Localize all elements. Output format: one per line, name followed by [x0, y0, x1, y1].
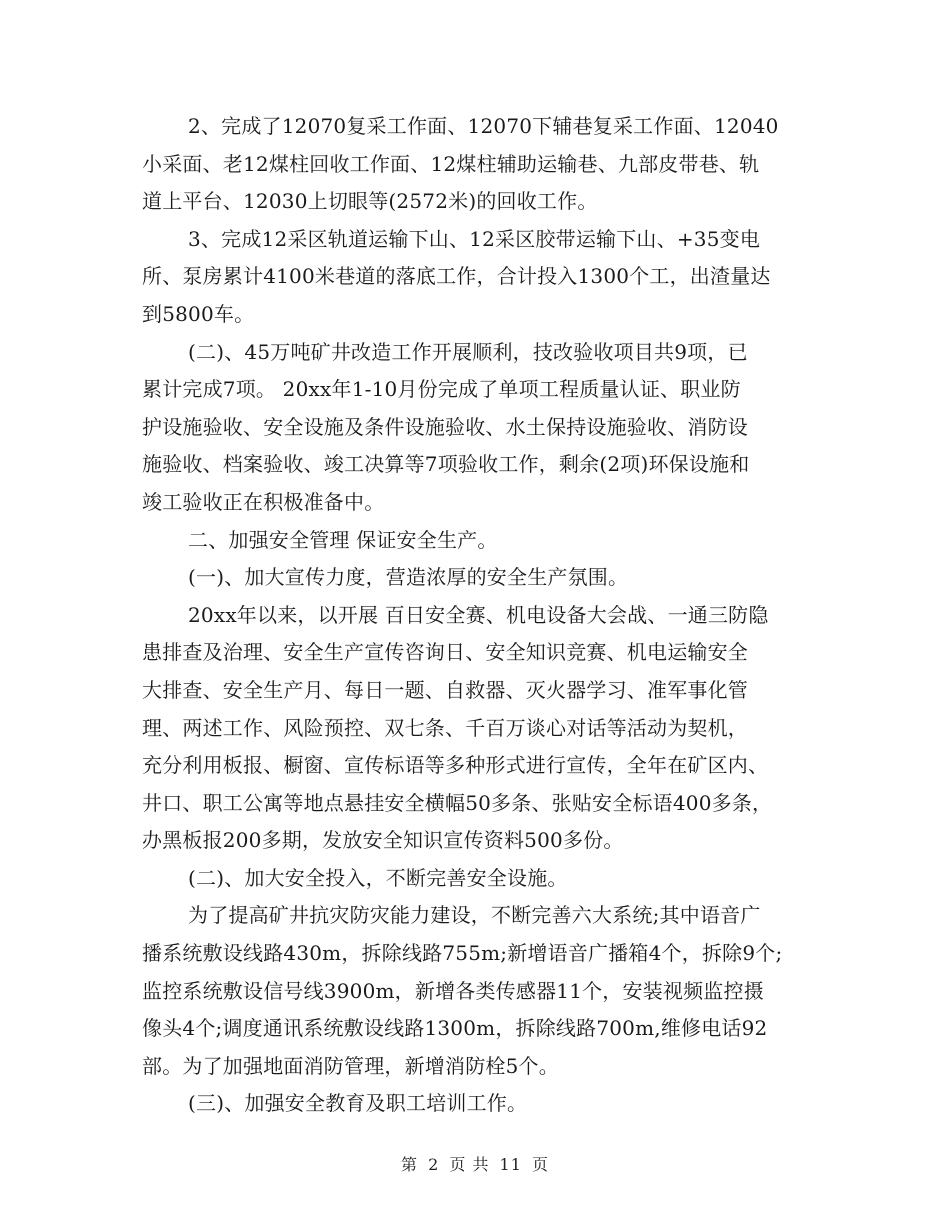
paragraph-line: 到5800车。: [142, 301, 255, 326]
paragraph-line: 充分利用板报、橱窗、宣传标语等多种形式进行宣传，全年在矿区内、: [142, 753, 769, 778]
paragraph-line: 20xx年以来，以开展 百日安全赛、机电设备大会战、一通三防隐: [188, 602, 769, 627]
footer-middle: 页 共: [449, 1155, 490, 1174]
paragraph-line: 3、完成12采区轨道运输下山、12采区胶带运输下山、+35变电: [188, 226, 761, 251]
paragraph-line: 累计完成7项。 20xx年1-10月份完成了单项工程质量认证、职业防: [142, 377, 741, 402]
document-body: [142, 108, 810, 1123]
footer-suffix: 页: [532, 1155, 550, 1174]
paragraph-line: 为了提高矿井抗灾防灾能力建设，不断完善六大系统;其中语音广: [188, 903, 761, 928]
subsection-heading: (二)、加大安全投入，不断完善安全设施。: [188, 865, 568, 890]
paragraph-line: 监控系统敷设信号线3900m，新增各类传感器11个，安装视频监控摄: [142, 978, 764, 1003]
page-footer: [0, 1152, 950, 1175]
paragraph-line: 施验收、档案验收、竣工决算等7项验收工作，剩余(2项)环保设施和: [142, 452, 750, 477]
paragraph-line: 办黑板报200多期，发放安全知识宣传资料500多份。: [142, 828, 624, 853]
current-page-number: 2: [428, 1155, 440, 1174]
paragraph-line: 道上平台、12030上切眼等(2572米)的回收工作。: [142, 189, 598, 214]
paragraph-line: 部。为了加强地面消防管理，新增消防栓5个。: [142, 1053, 559, 1078]
paragraph-line: 小采面、老12煤柱回收工作面、12煤柱辅助运输巷、九部皮带巷、轨: [142, 151, 760, 176]
paragraph-line: 护设施验收、安全设施及条件设施验收、水土保持设施验收、消防设: [142, 414, 748, 439]
total-page-count: 11: [499, 1155, 522, 1174]
paragraph-line: 2、完成了12070复采工作面、12070下辅巷复采工作面、12040: [188, 114, 779, 138]
paragraph-line: 患排查及治理、安全生产宣传咨询日、安全知识竞赛、机电运输安全: [142, 640, 748, 665]
paragraph-line: 所、泵房累计4100米巷道的落底工作，合计投入1300个工，出渣量达: [142, 264, 771, 289]
footer-prefix: 第: [400, 1155, 418, 1174]
paragraph-line: 像头4个;调度通讯系统敷设线路1300m，拆除线路700m,维修电话92: [142, 1016, 768, 1041]
paragraph-line: 大排查、安全生产月、每日一题、自救器、灭火器学习、准军事化管: [142, 677, 748, 702]
subsection-heading: (一)、加大宣传力度，营造浓厚的安全生产氛围。: [188, 565, 629, 590]
section-heading: 二、加强安全管理 保证安全生产。: [188, 527, 498, 552]
paragraph-line: 理、两述工作、风险预控、双七条、千百万谈心对话等活动为契机，: [142, 715, 748, 740]
subsection-heading: (三)、加强安全教育及职工培训工作。: [188, 1091, 528, 1116]
paragraph-line: 井口、职工公寓等地点悬挂安全横幅50多条、张贴安全标语400多条，: [142, 790, 773, 815]
paragraph-line: 播系统敷设线路430m，拆除线路755m;新增语音广播箱4个，拆除9个;: [142, 941, 783, 966]
paragraph-line: 竣工验收正在积极准备中。: [142, 489, 385, 514]
paragraph-line: (二)、45万吨矿井改造工作开展顺利，技改验收项目共9项，已: [188, 339, 748, 364]
